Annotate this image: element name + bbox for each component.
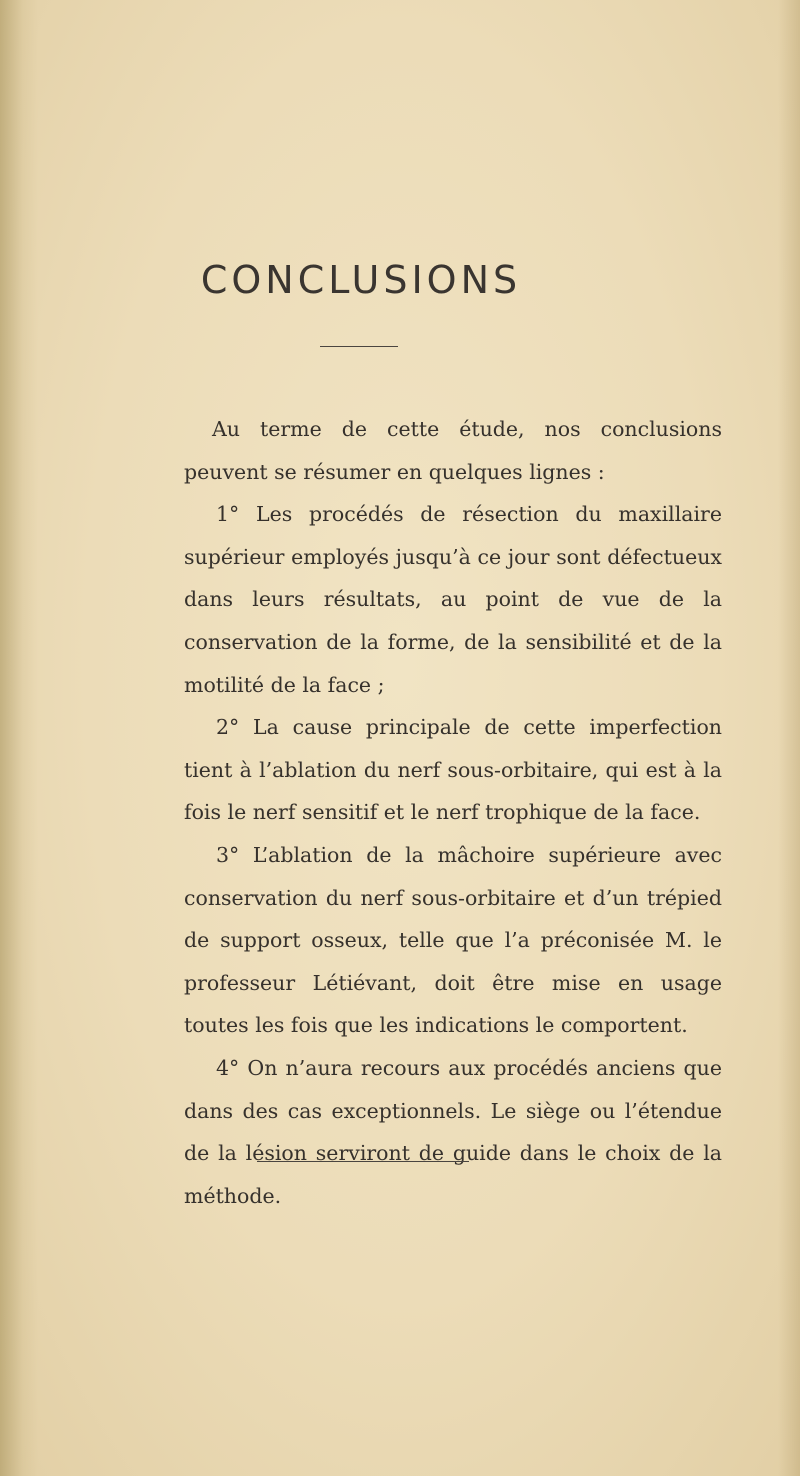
conclusion-1-paragraph: 1° Les procédés de résection du maxillaire supérieur employés jusqu’à ce jour sont défectueux dans leurs résultats, au point de vue de la conservation de la forme, de la sensibilité et de la motilité de la face ;	[184, 502, 722, 697]
intro-paragraph: Au terme de cette étude, nos conclusions peuvent se résumer en quelques lignes :	[184, 417, 722, 484]
title-divider	[320, 346, 398, 347]
conclusion-3-paragraph: 3° L’ablation de la mâchoire supérieure avec conservation du nerf sous-orbitaire et d’un trépied de support osseux, telle que l’a préconisée M. le professeur Létiévant, doit être mise en usage toutes les fois que les indications le comportent.	[184, 842, 722, 1038]
page-edge-shadow-left	[0, 0, 38, 1476]
end-divider	[257, 1161, 469, 1162]
page-title: CONCLUSIONS	[200, 258, 522, 302]
body-text	[184, 408, 722, 1217]
conclusion-4-paragraph: 4° On n’aura recours aux procédés anciens que dans des cas exceptionnels. Le siège ou l’étendue de la lésion serviront de guide dans le choix de la méthode.	[184, 1055, 722, 1208]
page-edge-shadow-right	[778, 0, 800, 1476]
conclusion-2-paragraph: 2° La cause principale de cette imperfection tient à l’ablation du nerf sous-orbitaire, qui est à la fois le nerf sensitif et le nerf trophique de la face.	[184, 715, 722, 825]
